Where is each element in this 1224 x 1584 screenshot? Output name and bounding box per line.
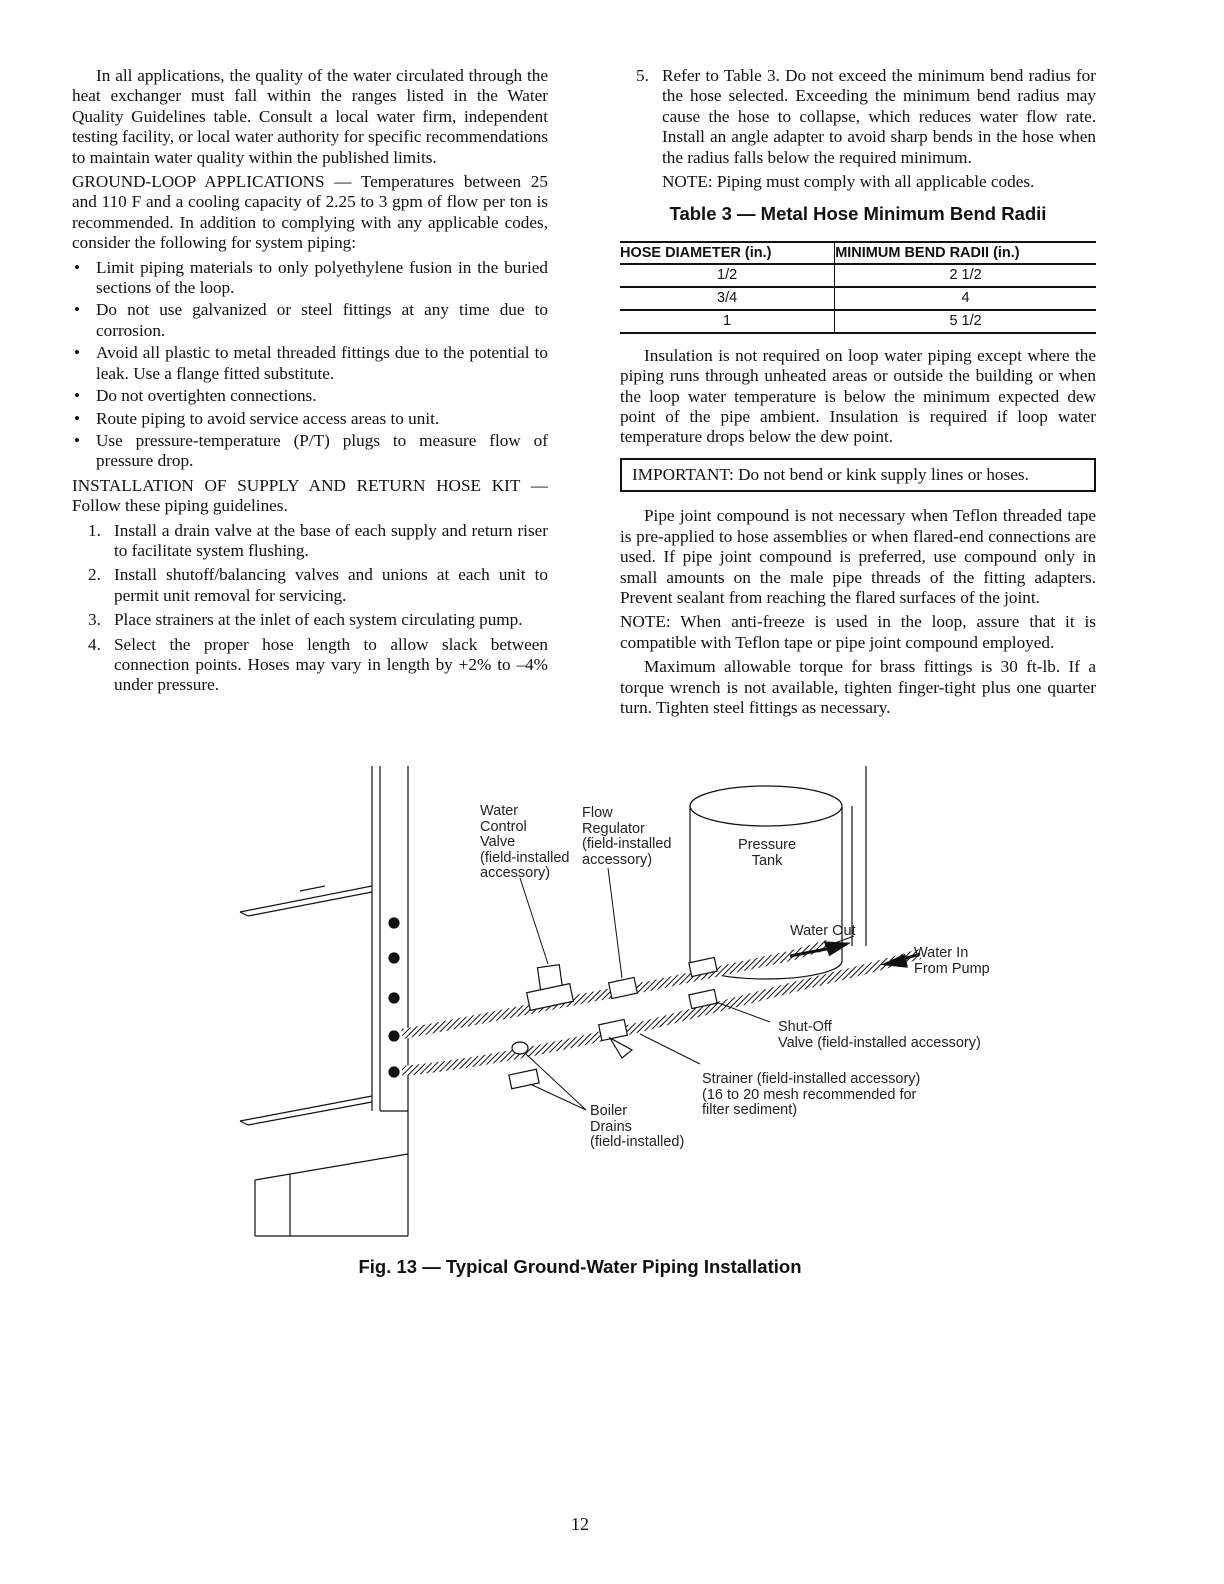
note-codes: NOTE: Piping must comply with all applicable codes.: [662, 172, 1035, 192]
table-title: Table 3 — Metal Hose Minimum Bend Radii: [669, 203, 1047, 225]
pipe-joint-paragraph: Pipe joint compound is not necessary when Teflon threaded tape is pre-applied to hose assemblies or when flared-end connections are used. If pipe joint compound is preferred, use compound only in small amounts on the male pipe threads of the fitting adapters. Prevent sealant from reaching the flared surfaces of the joint.: [620, 506, 1096, 607]
note-antifreeze: NOTE: When anti-freeze is used in the loop, assure that it is compatible with Teflon tape or pipe joint compound employed.: [620, 612, 1096, 652]
step-number: 1.: [88, 520, 101, 540]
bullet-item: • Route piping to avoid service access areas to unit.: [72, 409, 548, 429]
table-cell: 1: [620, 310, 835, 333]
table-cell: 1/2: [620, 264, 835, 287]
table-header-row: [620, 242, 1096, 264]
bullet-item: • Limit piping materials to only polyethylene fusion in the buried sections of the loop.: [72, 258, 548, 299]
unit-cabinet: [240, 766, 408, 1236]
step-number: 3.: [88, 610, 101, 630]
table-cell: 4: [835, 287, 1096, 310]
table-row: [620, 264, 1096, 287]
label-water-in: Water In From Pump: [914, 945, 990, 977]
ground-loop-paragraph: GROUND-LOOP APPLICATIONS — Temperatures between 25 and 110 F and a cooling capacity of 2.25 to 3 gpm of flow per ton is recommended. In addition to complying with any applicable codes, consider the following for system piping:: [72, 172, 548, 253]
table-cell: 2 1/2: [835, 264, 1096, 287]
right-column: [620, 66, 1096, 722]
piping-bullet-list: [72, 258, 548, 472]
table-cell: 5 1/2: [835, 310, 1096, 333]
label-flow-regulator: Flow Regulator (field-installed accessory): [582, 805, 672, 868]
insulation-paragraph: Insulation is not required on loop water piping except where the piping runs through unheated areas or outside the building or when the loop water temperature is below the minimum expected dew point of the pipe ambient. Insulation is required if loop water temperature drops below the dew point.: [620, 345, 1096, 447]
label-water-control-valve: Water Control Valve (field-installed accessory): [480, 803, 570, 881]
page-number: 12: [571, 1514, 589, 1534]
label-shut-off-valve: Shut-Off Valve (field-installed accessory): [778, 1019, 981, 1051]
column-header: HOSE DIAMETER (in.): [620, 242, 835, 264]
step-item: [72, 565, 548, 606]
step-text: Install shutoff/balancing valves and unions at each unit to permit unit removal for servicing.: [114, 565, 548, 605]
step-number: 5.: [636, 66, 649, 85]
step-item: [620, 66, 1096, 168]
install-heading-paragraph: INSTALLATION OF SUPPLY AND RETURN HOSE KIT — Follow these piping guidelines.: [72, 475, 548, 516]
step-number: 4.: [88, 634, 101, 654]
bend-radii-table: [620, 241, 1096, 334]
figure-caption: Fig. 13 — Typical Ground-Water Piping Installation: [358, 1256, 802, 1277]
table-row: [620, 310, 1096, 333]
torque-paragraph: Maximum allowable torque for brass fittings is 30 ft-lb. If a torque wrench is not available, tighten finger-tight plus one quarter turn. Tighten steel fittings as necessary.: [620, 657, 1096, 717]
step-text: Place strainers at the inlet of each system circulating pump.: [114, 610, 523, 630]
label-strainer: Strainer (field-installed accessory) (16 to 20 mesh recommended for filter sediment): [702, 1071, 921, 1118]
step-5-list: [620, 66, 1096, 168]
table-cell: 3/4: [620, 287, 835, 310]
bullet-item: • Do not overtighten connections.: [72, 386, 548, 406]
column-header: MINIMUM BEND RADII (in.): [835, 242, 1096, 264]
table-row: [620, 287, 1096, 310]
piping-figure: [230, 766, 1010, 1246]
important-box: IMPORTANT: Do not bend or kink supply lines or hoses.: [620, 458, 1096, 492]
step-item: [72, 635, 548, 696]
label-water-out: Water Out: [790, 923, 856, 939]
install-steps-list: [72, 521, 548, 696]
step-text: Install a drain valve at the base of each supply and return riser to facilitate system flushing.: [114, 520, 548, 560]
step-number: 2.: [88, 565, 101, 585]
bullet-item: • Use pressure-temperature (P/T) plugs to measure flow of pressure drop.: [72, 431, 548, 472]
return-hose: [402, 954, 920, 1071]
label-boiler-drains: Boiler Drains (field-installed): [590, 1103, 685, 1150]
bullet-item: • Avoid all plastic to metal threaded fittings due to the potential to leak. Use a flange fitted substitute.: [72, 343, 548, 384]
left-column: [72, 66, 548, 700]
step-item: [72, 610, 548, 630]
step-text: Refer to Table 3. Do not exceed the minimum bend radius for the hose selected. Exceeding the minimum bend radius may cause the hose to collapse, which reduces water flow rate. Install an angle adapter to avoid sharp bends in the hose when the radius falls below the required minimum.: [662, 66, 1096, 167]
bullet-item: • Do not use galvanized or steel fittings at any time due to corrosion.: [72, 300, 548, 341]
intro-paragraph: In all applications, the quality of the water circulated through the heat exchanger must fall within the ranges listed in the Water Quality Guidelines table. Consult a local water firm, independent testing facility, or local water authority for specific recommendations to maintain water quality within the published limits.: [72, 66, 548, 167]
step-text: Select the proper hose length to allow slack between connection points. Hoses may vary in length by +2% to –4% under pressure.: [114, 634, 548, 695]
label-pressure-tank: Pressure Tank: [738, 837, 797, 869]
step-item: [72, 521, 548, 562]
